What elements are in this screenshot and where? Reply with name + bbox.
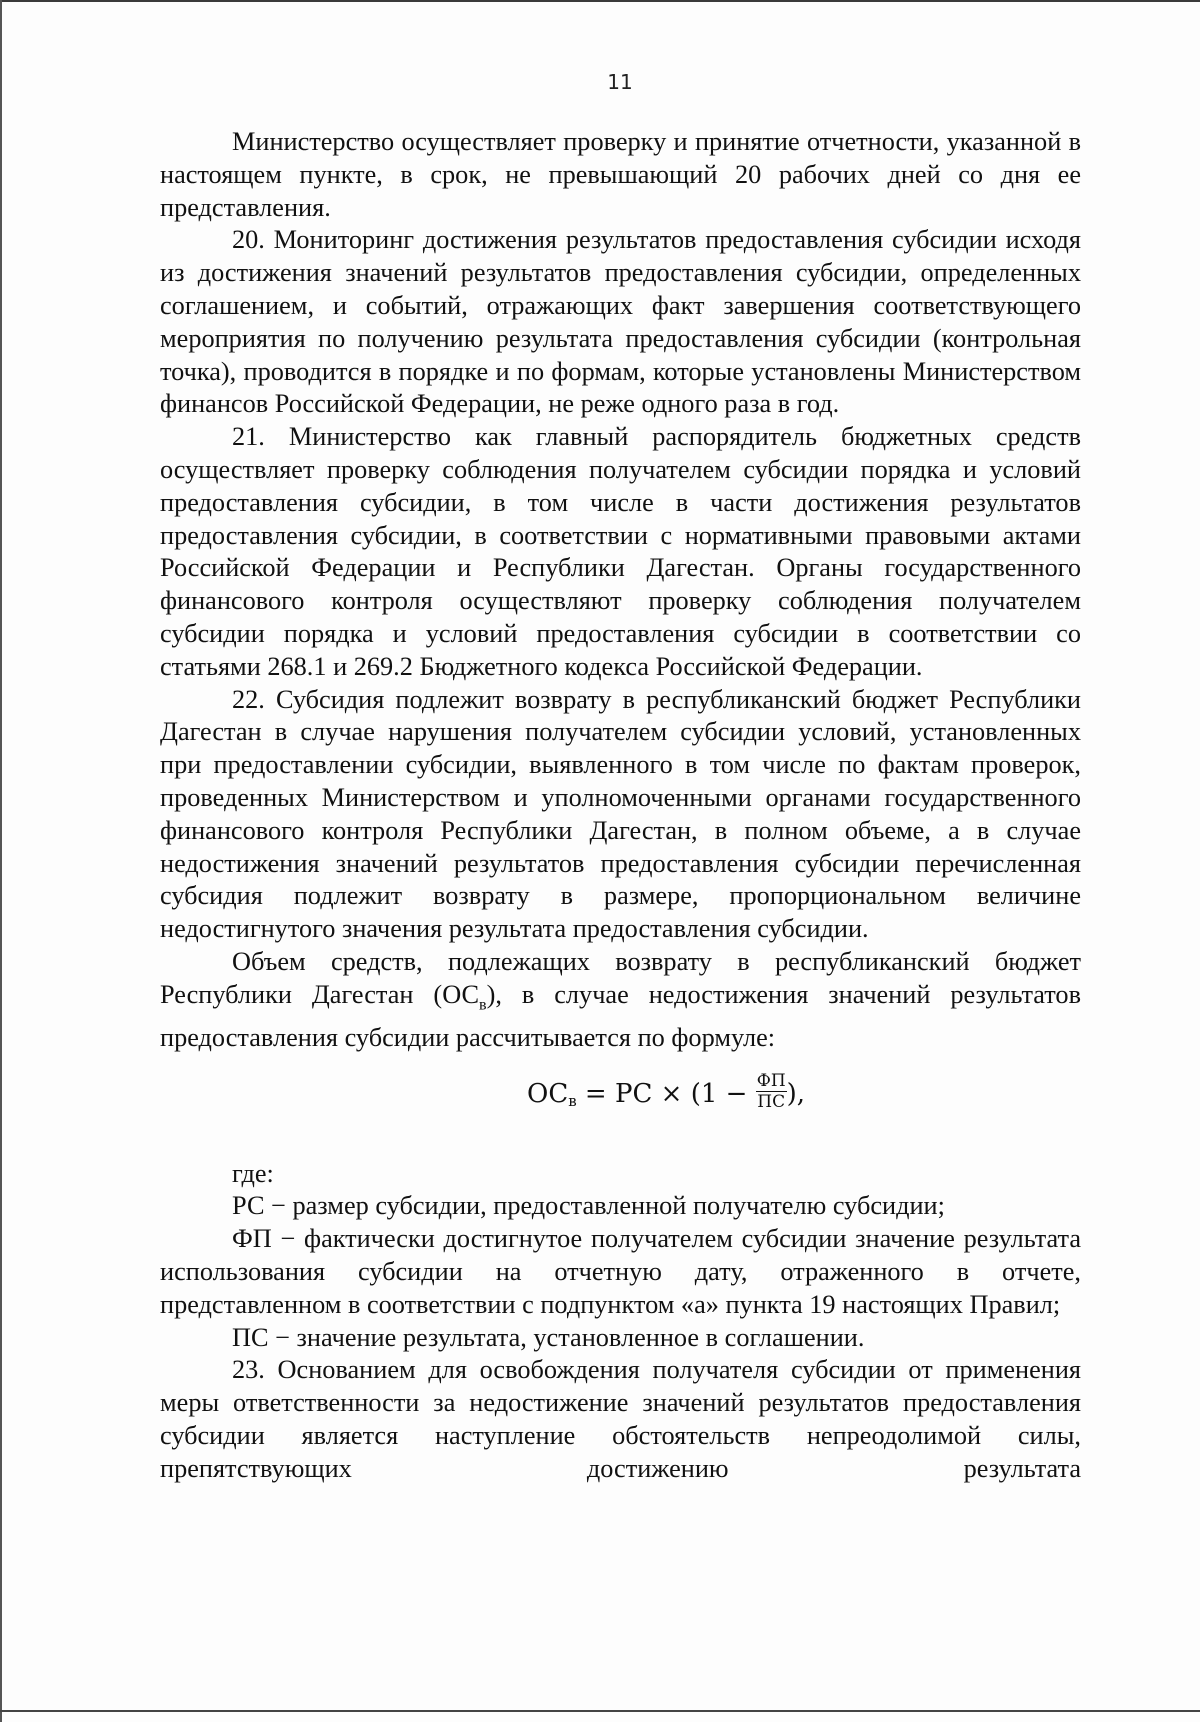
refund-volume-subscript: в	[479, 995, 487, 1013]
scan-edge-top	[0, 0, 1200, 2]
refund-volume-text-b: ), в случае недостижения значений результатов предоставления субсидии рассчитывается по формуле:	[160, 979, 1081, 1052]
paragraph-20: 20. Мониторинг достижения результатов предоставления субсидии исходя из достижения значений результатов предоставления субсидии, определенных соглашением, и событий, отражающих факт завершения соответствующего мероприятия по получению результата предоставления субсидии (контрольная точка), проводится в порядке и по формам, которые установлены Министерством финансов Российской Федерации, не реже одного раза в год.	[160, 225, 1081, 419]
definition-rs: РС − размер субсидии, предоставленной получателю субсидии;	[232, 1191, 945, 1221]
scan-edge-bottom	[0, 1710, 1200, 1712]
paragraph-22: 22. Субсидия подлежит возврату в республиканский бюджет Республики Дагестан в случае нарушения получателем субсидии условий, установленных при предоставлении субсидии, выявленного в том числе по фактам проверок, проведенных Министерством и уполномоченными органами государственного финансового контроля Республики Дагестан, в полном объеме, а в случае недостижения значений результатов предоставления субсидии перечисленная субсидия подлежит возврату в размере, пропорциональном величине недостигнутого значения результата предоставления субсидии.	[160, 684, 1081, 944]
page-number: 11	[607, 70, 633, 94]
formula-lhs-subscript: в	[568, 1091, 577, 1110]
formula-fraction	[756, 1071, 787, 1112]
scan-edge-left	[0, 0, 2, 1722]
refund-formula	[160, 1055, 1081, 1133]
paragraph-reporting-check: Министерство осуществляет проверку и принятие отчетности, указанной в настоящем пункте, в срок, не превышающий 20 рабочих дней со дня ее представления.	[160, 127, 1081, 222]
where-label: где:	[232, 1158, 274, 1188]
document-body	[160, 126, 1081, 1486]
paragraph-refund-volume	[160, 946, 1081, 1055]
paragraph-23: 23. Основанием для освобождения получателя субсидии от применения меры ответственности за недостижение значений результатов предоставления субсидии является наступление обстоятельств непреодолимой силы, препятствующих достижению результата	[160, 1355, 1081, 1483]
formula-end: ),	[786, 1078, 806, 1109]
spacer	[160, 1133, 1081, 1158]
paragraph-21: 21. Министерство как главный распорядитель бюджетных средств осуществляет проверку соблюдения получателем субсидии порядка и условий предоставления субсидии, в том числе в части достижения результатов предоставления субсидии, в соответствии с нормативными правовыми актами Российской Федерации и Республики Дагестан. Органы государственного финансового контроля осуществляют проверку соблюдения получателем субсидии порядка и условий предоставления субсидии в соответствии со статьями 268.1 и 269.2 Бюджетного кодекса Российской Федерации.	[160, 422, 1081, 681]
formula-denominator: ПС	[757, 1092, 786, 1113]
definition-fp: ФП − фактически достигнутое получателем субсидии значение результата использования субсидии на отчетную дату, отраженного в отчете, представленном в соответствии с подпунктом «а» пункта 19 настоящих Правил;	[160, 1224, 1081, 1319]
formula-middle: = РС × (1 −	[576, 1078, 756, 1109]
definition-ps: ПС − значение результата, установленное в соглашении.	[232, 1322, 865, 1352]
formula-lhs: ОС	[527, 1078, 569, 1109]
refund-volume-text-a: Объем средств, подлежащих возврату в республиканский бюджет Республики Дагестан (ОС	[160, 946, 1081, 1009]
formula-numerator: ФП	[756, 1071, 786, 1092]
